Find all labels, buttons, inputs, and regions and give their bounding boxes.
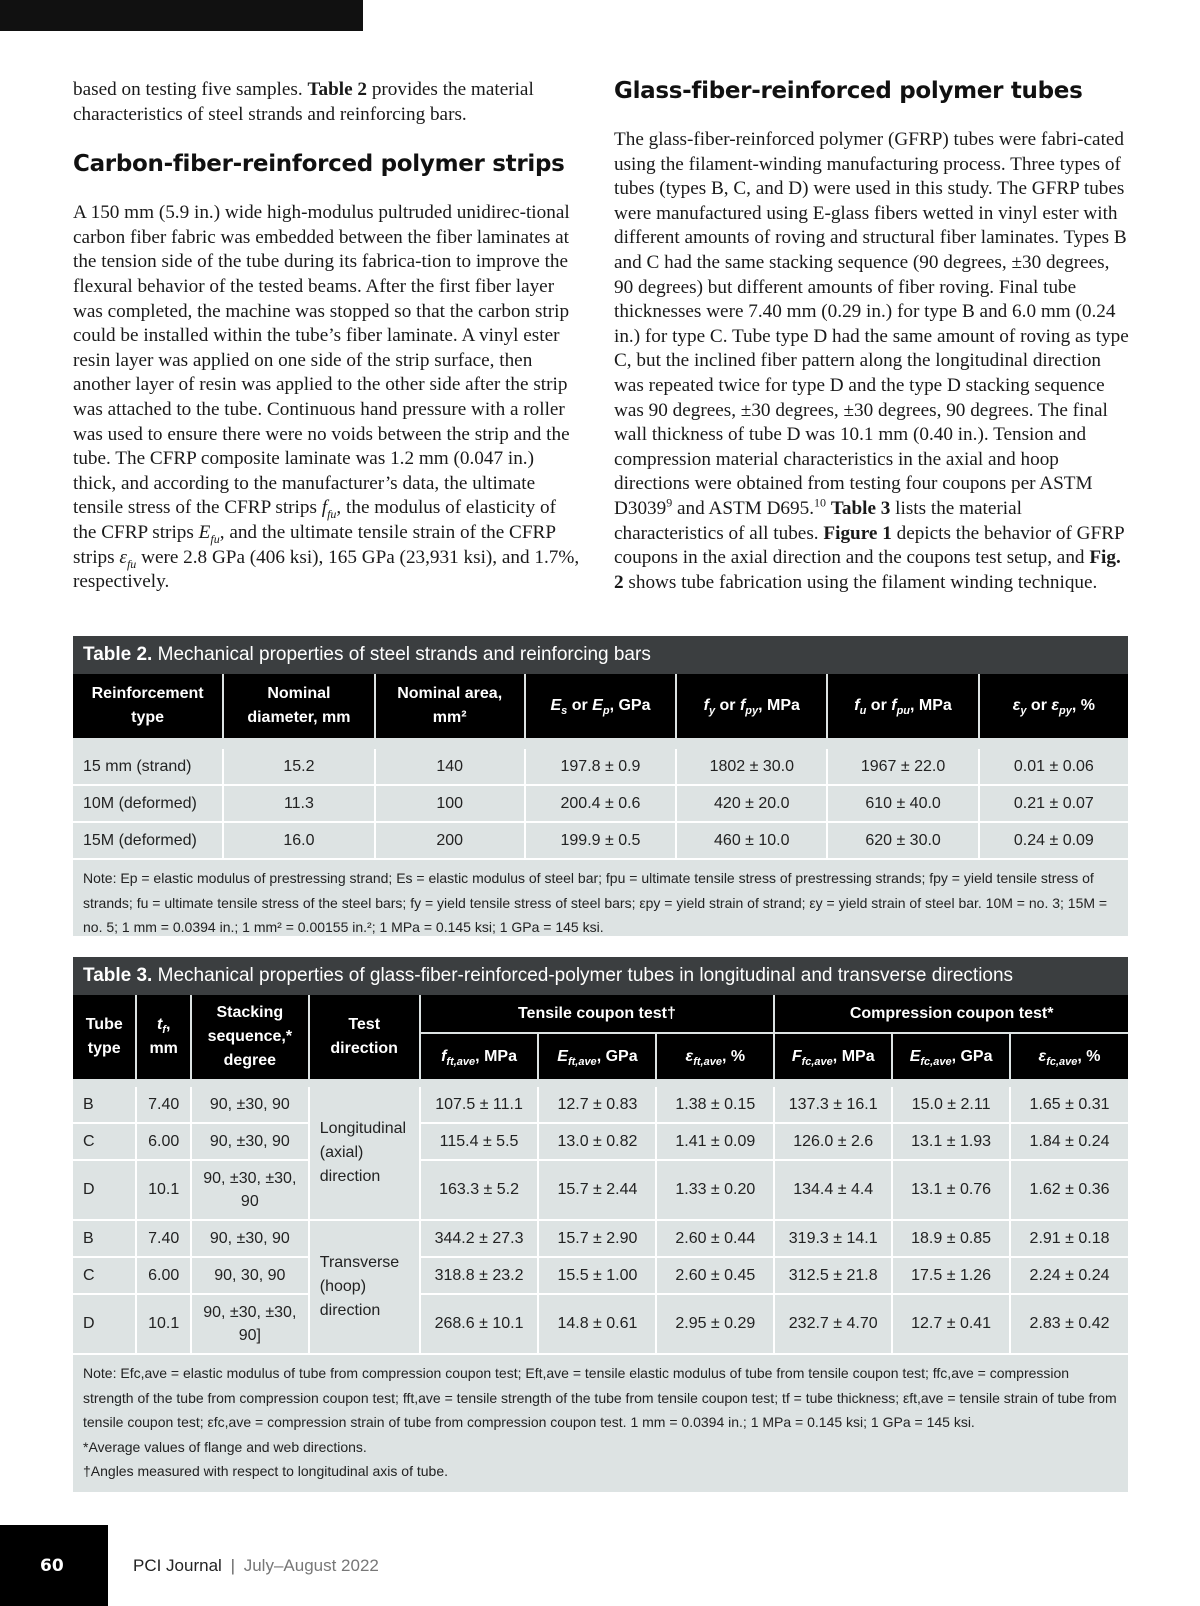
table-row	[73, 1087, 1128, 1123]
direction-cell-transverse: Transverse (hoop) direction	[309, 1220, 420, 1354]
table-cell: 318.8 ± 23.2	[420, 1257, 539, 1294]
col-yield-strain: $\varepsilon_y$ or $\varepsilon_{py}$, %	[979, 674, 1128, 738]
table-cell: 18.9 ± 0.85	[892, 1220, 1010, 1257]
table-cell: 14.8 ± 0.61	[538, 1294, 656, 1354]
col-fft: $f_{ft,ave}$, MPa	[420, 1033, 539, 1079]
header-bar	[0, 0, 363, 31]
table-row	[73, 749, 1128, 785]
col-nominal-diameter: Nominal diameter, mm	[223, 674, 374, 738]
table-2-title: Table 2. Mechanical properties of steel strands and reinforcing bars	[73, 636, 1128, 674]
table-row	[73, 785, 1128, 822]
table-cell: 1.62 ± 0.36	[1010, 1160, 1128, 1220]
table-cell: 90, ±30, 90	[191, 1220, 309, 1257]
table-cell: 10.1	[136, 1294, 190, 1354]
table-cell: 12.7 ± 0.41	[892, 1294, 1010, 1354]
col-tube-type: Tube type	[73, 995, 136, 1079]
col-efc: $E_{fc,ave}$, GPa	[892, 1033, 1010, 1079]
col-ultimate-stress: $f_u$ or $f_{pu}$, MPa	[827, 674, 978, 738]
footer-separator: |	[230, 1556, 235, 1575]
col-elastic-modulus: $E_s$ or $E_p$, GPa	[525, 674, 676, 738]
table-cell: 0.01 ± 0.06	[979, 749, 1128, 785]
table-cell: 15.7 ± 2.90	[538, 1220, 656, 1257]
table-row	[73, 1257, 1128, 1294]
table-cell: 90, ±30, ±30, 90]	[191, 1294, 309, 1354]
table-cell: 197.8 ± 0.9	[525, 749, 676, 785]
table-3	[73, 957, 1128, 1492]
table-row	[73, 1294, 1128, 1354]
col-ffc: $F_{fc,ave}$, MPa	[774, 1033, 892, 1079]
table-cell: 620 ± 30.0	[827, 822, 978, 859]
table-cell: 0.21 ± 0.07	[979, 785, 1128, 822]
table-cell: 268.6 ± 10.1	[420, 1294, 539, 1354]
table-cell: 1.38 ± 0.15	[656, 1087, 774, 1123]
table-cell: 420 ± 20.0	[676, 785, 827, 822]
table-cell: 137.3 ± 16.1	[774, 1087, 892, 1123]
table-cell: 17.5 ± 1.26	[892, 1257, 1010, 1294]
table-3-title: Table 3. Mechanical properties of glass-fiber-reinforced-polymer tubes in longitudinal and transverse directions	[73, 957, 1128, 995]
paragraph-intro: based on testing five samples. Table 2 provides the material characteristics of steel strands and reinforcing bars.	[73, 79, 534, 125]
col-epsfc: $\varepsilon_{fc,ave}$, %	[1010, 1033, 1128, 1079]
table-cell: 1.41 ± 0.09	[656, 1123, 774, 1160]
col-reinforcement-type: Reinforcement type	[73, 674, 223, 738]
table-cell: 90, ±30, 90	[191, 1123, 309, 1160]
table-cell: 200	[375, 822, 525, 859]
paragraph-cfrp: A 150 mm (5.9 in.) wide high-modulus pultruded unidirec-tional carbon fiber fabric was embedded between the fiber laminates at the tension side of the tube during its fabrica-tion to improve the flexural behavior of the tested beams. After the first fiber layer was completed, the machine was stopped so that the carbon strip could be installed within the tube’s fiber laminate. A vinyl ester resin layer was applied on one side of the strip surface, then another layer of resin was applied to the other side after the strip was attached to the tube. Continuous hand pressure with a roller was used to ensure there were no voids between the strip and the tube. The CFRP composite laminate was 1.2 mm (0.047 in.) thick, and according to the manufacturer’s data, the ultimate tensile stress of the CFRP strips $f_{fu}$, the modulus of elasticity of the CFRP strips $E_{fu}$, and the ultimate tensile strain of the CFRP strips $\varepsilon_{fu}$ were 2.8 GPa (406 ksi), 165 GPa (23,931 ksi), and 1.7%, respectively.	[73, 202, 580, 593]
table-cell: 90, ±30, 90	[191, 1087, 309, 1123]
table-row	[73, 1123, 1128, 1160]
col-yield-stress: $f_y$ or $f_{py}$, MPa	[676, 674, 827, 738]
table-cell: 15.7 ± 2.44	[538, 1160, 656, 1220]
table-3-grid	[73, 995, 1128, 1355]
table-cell: 6.00	[136, 1257, 190, 1294]
table-cell: 1.33 ± 0.20	[656, 1160, 774, 1220]
table-cell: D	[73, 1160, 136, 1220]
table-cell: 13.1 ± 0.76	[892, 1160, 1010, 1220]
table-cell: 15.5 ± 1.00	[538, 1257, 656, 1294]
direction-cell-longitudinal: Longitudinal (axial) direction	[309, 1087, 420, 1220]
col-thickness: $t_f$, mm	[136, 995, 190, 1079]
table-cell: 13.0 ± 0.82	[538, 1123, 656, 1160]
col-epsft: $\varepsilon_{ft,ave}$, %	[656, 1033, 774, 1079]
table-3-header-row-1	[73, 995, 1128, 1033]
table-cell: 2.95 ± 0.29	[656, 1294, 774, 1354]
table-2	[73, 636, 1128, 936]
col-stacking-sequence: Stacking sequence,* degree	[191, 995, 309, 1079]
table-cell: 2.24 ± 0.24	[1010, 1257, 1128, 1294]
table-cell: 2.91 ± 0.18	[1010, 1220, 1128, 1257]
table-cell: 11.3	[223, 785, 374, 822]
table-cell: 163.3 ± 5.2	[420, 1160, 539, 1220]
table-cell: 344.2 ± 27.3	[420, 1220, 539, 1257]
table-3-note: Note: Efc,ave = elastic modulus of tube from compression coupon test; Eft,ave = tensile elastic modulus of tube from tensile coupon test; ffc,ave = compression strength of the tube from compression coupon test; fft,ave = tensile strength of the tube from tensile coupon test; tf = tube thickness; εft,ave = tensile strain of tube from tensile coupon test; εfc,ave = compression strain of tube from compression coupon test. 1 mm = 0.0394 in.; 1 MPa = 0.145 ksi; 1 GPa = 145 ksi. *Average values of flange and web directions. †Angles measured with respect to longitudinal axis of tube.	[83, 1365, 1117, 1479]
table-cell: 12.7 ± 0.83	[538, 1087, 656, 1123]
table-cell: 115.4 ± 5.5	[420, 1123, 539, 1160]
table-cell: 2.60 ± 0.44	[656, 1220, 774, 1257]
table-cell: 90, ±30, ±30, 90	[191, 1160, 309, 1220]
table-cell: 126.0 ± 2.6	[774, 1123, 892, 1160]
heading-gfrp: Glass-fiber-reinforced polymer tubes	[614, 78, 1083, 104]
right-column	[614, 78, 1132, 595]
table-cell: 319.3 ± 14.1	[774, 1220, 892, 1257]
table-cell: 100	[375, 785, 525, 822]
table-cell: 10M (deformed)	[73, 785, 223, 822]
table-cell: 199.9 ± 0.5	[525, 822, 676, 859]
table-cell: 7.40	[136, 1220, 190, 1257]
table-cell: 1802 ± 30.0	[676, 749, 827, 785]
left-column	[73, 78, 581, 595]
heading-cfrp: Carbon-fiber-reinforced polymer strips	[73, 151, 565, 178]
table-cell: C	[73, 1257, 136, 1294]
table-cell: 134.4 ± 4.4	[774, 1160, 892, 1220]
table-row	[73, 822, 1128, 859]
table-cell: B	[73, 1220, 136, 1257]
table-cell: 16.0	[223, 822, 374, 859]
table-cell: 2.83 ± 0.42	[1010, 1294, 1128, 1354]
table-2-grid	[73, 674, 1128, 860]
table-cell: 200.4 ± 0.6	[525, 785, 676, 822]
col-nominal-area: Nominal area, mm²	[375, 674, 525, 738]
table-cell: 460 ± 10.0	[676, 822, 827, 859]
journal-name: PCI Journal	[133, 1556, 222, 1575]
col-eft: $E_{ft,ave}$, GPa	[538, 1033, 656, 1079]
table-row	[73, 1220, 1128, 1257]
table-row	[73, 1160, 1128, 1220]
page-number: 60	[40, 1556, 64, 1576]
table-2-header-row	[73, 674, 1128, 738]
issue-date: July–August 2022	[243, 1556, 379, 1575]
footer	[133, 1556, 379, 1576]
table-cell: 107.5 ± 11.1	[420, 1087, 539, 1123]
table-cell: 1.65 ± 0.31	[1010, 1087, 1128, 1123]
col-group-tensile: Tensile coupon test†	[420, 995, 775, 1033]
paragraph-gfrp: The glass-fiber-reinforced polymer (GFRP) tubes were fabri-cated using the filament-winding manufacturing process. Three types of tubes (types B, C, and D) were used in this study. The GFRP tubes were manufactured using E-glass fibers wetted in vinyl ester with different amounts of roving and structural fiber laminates. Types B and C had the same stacking sequence (90 degrees, ±30 degrees, 90 degrees) but different amounts of fiber roving. Final tube thicknesses were 7.40 mm (0.29 in.) for type B and 6.0 mm (0.24 in.) for type C. Tube type D had the same amount of roving as type C, but the inclined fiber pattern along the longitudinal direction was repeated twice for type D and the type D stacking sequence was 90 degrees, ±30 degrees, ±30 degrees, 90 degrees. The final wall thickness of tube D was 10.1 mm (0.40 in.). Tension and compression material characteristics in the axial and hoop directions were obtained from testing four coupons per ASTM D3039$^9$ and ASTM D695.10 Table 3 lists the material characteristics of all tubes. Figure 1 depicts the behavior of GFRP coupons in the axial direction and the coupons test setup, and Fig. 2 shows tube fabrication using the filament winding technique.	[614, 129, 1129, 593]
table-cell: 15 mm (strand)	[73, 749, 223, 785]
table-cell: 1.84 ± 0.24	[1010, 1123, 1128, 1160]
col-group-compression: Compression coupon test*	[774, 995, 1128, 1033]
table-cell: 15M (deformed)	[73, 822, 223, 859]
table-cell: C	[73, 1123, 136, 1160]
table-cell: 15.2	[223, 749, 374, 785]
table-cell: 10.1	[136, 1160, 190, 1220]
table-cell: 1967 ± 22.0	[827, 749, 978, 785]
table-cell: D	[73, 1294, 136, 1354]
table-cell: 312.5 ± 21.8	[774, 1257, 892, 1294]
table-cell: 232.7 ± 4.70	[774, 1294, 892, 1354]
table-cell: 610 ± 40.0	[827, 785, 978, 822]
table-cell: 7.40	[136, 1087, 190, 1123]
table-cell: 13.1 ± 1.93	[892, 1123, 1010, 1160]
table-cell: 90, 30, 90	[191, 1257, 309, 1294]
table-cell: 0.24 ± 0.09	[979, 822, 1128, 859]
table-cell: B	[73, 1087, 136, 1123]
table-cell: 2.60 ± 0.45	[656, 1257, 774, 1294]
col-test-direction: Test direction	[309, 995, 420, 1079]
table-2-note: Note: Ep = elastic modulus of prestressing strand; Es = elastic modulus of steel bar; fpu = ultimate tensile stress of prestressing strands; fpy = yield tensile stress of strands; fu = ultimate tensile stress of the steel bars; fy = yield tensile stress of steel bars; εpy = yield strain of strand; εy = yield strain of steel bar. 10M = no. 3; 15M = no. 5; 1 mm = 0.0394 in.; 1 mm² = 0.00155 in.²; 1 MPa = 0.145 ksi; 1 GPa = 145 ksi.	[83, 870, 1108, 935]
table-cell: 6.00	[136, 1123, 190, 1160]
table-cell: 15.0 ± 2.11	[892, 1087, 1010, 1123]
table-cell: 140	[375, 749, 525, 785]
